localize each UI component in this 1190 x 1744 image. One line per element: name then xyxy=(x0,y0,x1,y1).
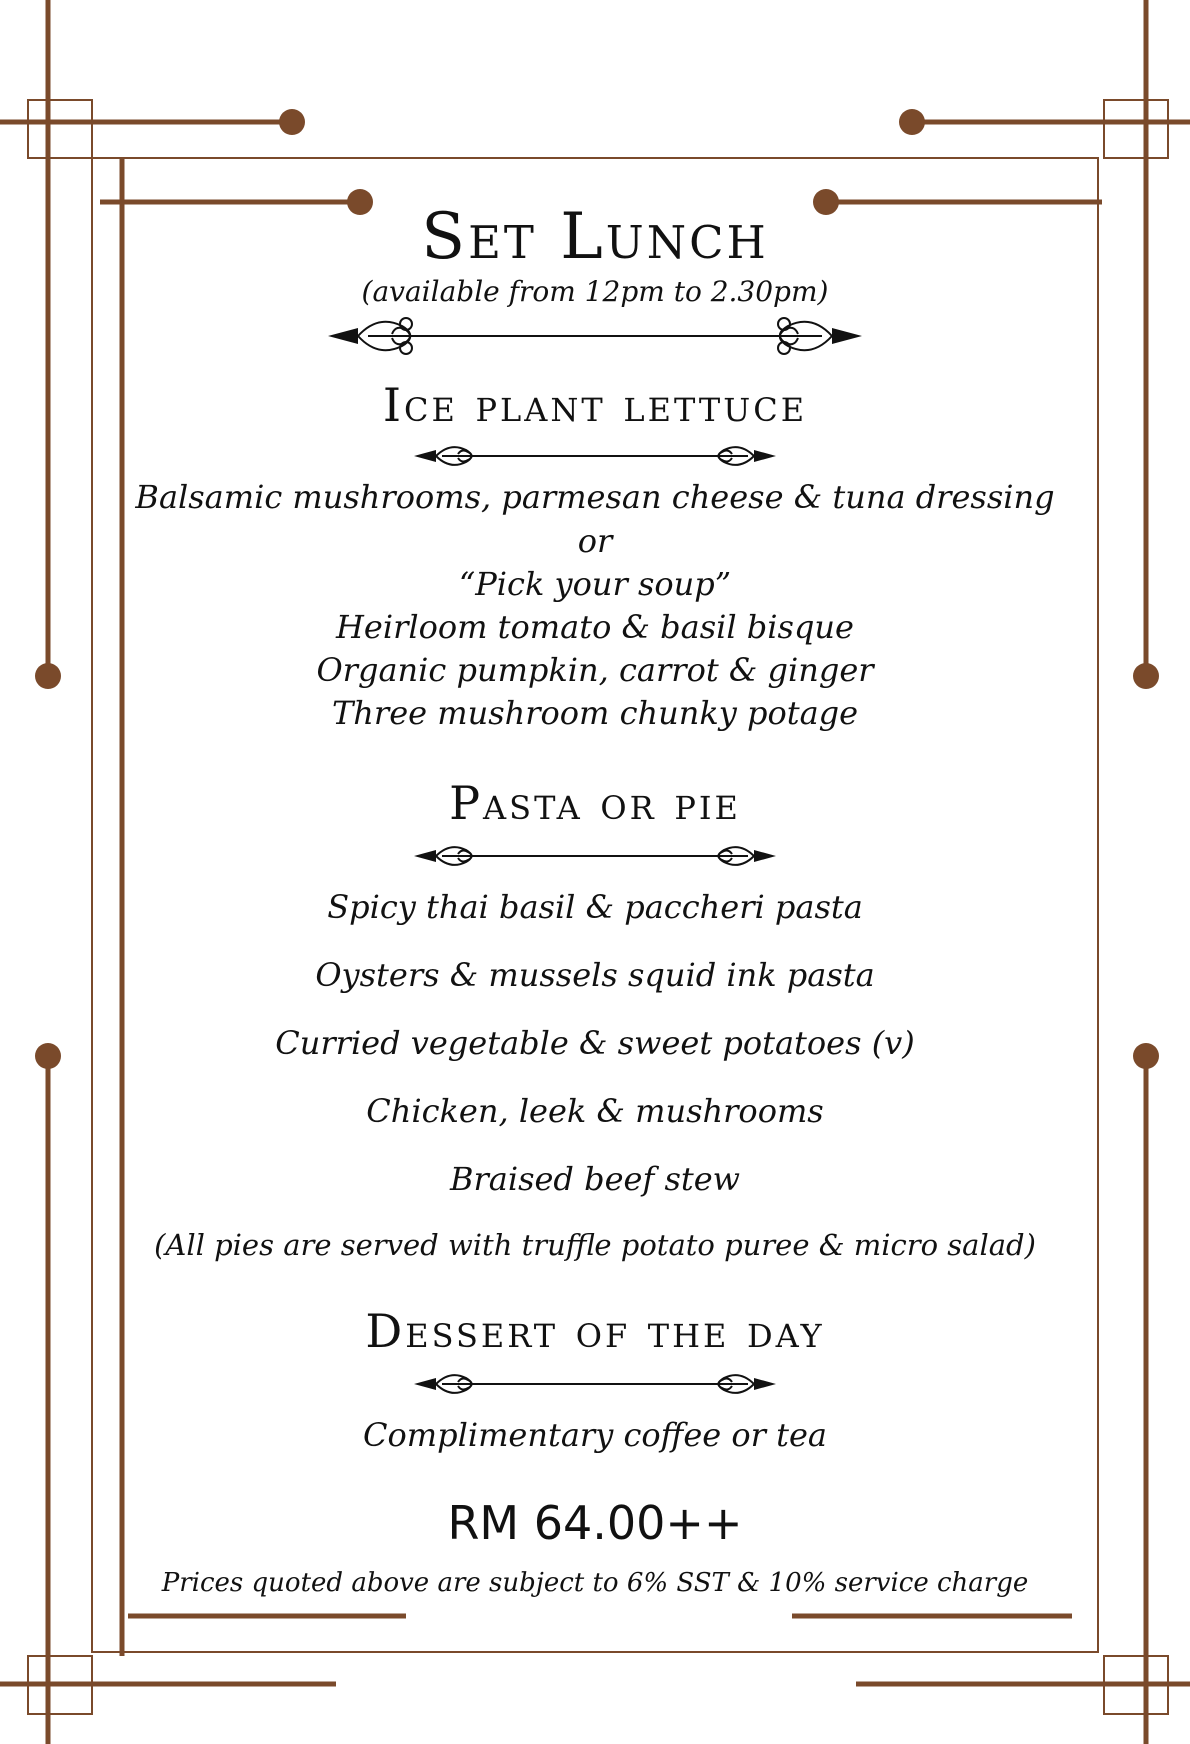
menu-item: Complimentary coffee or tea xyxy=(363,1416,827,1454)
price-note: Prices quoted above are subject to 6% SST & 10% service charge xyxy=(161,1568,1029,1598)
menu-item: Heirloom tomato & basil bisque xyxy=(336,608,854,646)
menu-item: Three mushroom chunky potage xyxy=(331,694,859,732)
menu-item: Organic pumpkin, carrot & ginger xyxy=(316,651,874,689)
menu-item: Oysters & mussels squid ink pasta xyxy=(315,956,875,994)
menu-item: (All pies are served with truffle potato puree & micro salad) xyxy=(154,1228,1036,1262)
menu-item: Braised beef stew xyxy=(449,1160,741,1198)
menu-item: “Pick your soup” xyxy=(458,565,732,603)
menu-item: or xyxy=(577,522,613,560)
menu-item: Chicken, leek & mushrooms xyxy=(366,1092,824,1130)
scroll-divider-ornament xyxy=(328,306,862,366)
price: RM 64.00++ xyxy=(447,1496,743,1550)
scroll-divider-ornament xyxy=(414,436,776,476)
menu-item: Balsamic mushrooms, parmesan cheese & tuna dressing xyxy=(135,478,1055,516)
scroll-divider-ornament xyxy=(414,836,776,876)
section-heading: Dessert of the day xyxy=(365,1304,825,1358)
section-heading: Pasta or pie xyxy=(449,776,741,830)
section-heading: Ice plant lettuce xyxy=(382,378,808,432)
menu-item: Spicy thai basil & paccheri pasta xyxy=(327,888,863,926)
scroll-divider-ornament xyxy=(414,1364,776,1404)
menu-item: Curried vegetable & sweet potatoes (v) xyxy=(275,1024,915,1062)
menu-title: Set Lunch xyxy=(421,200,769,274)
menu-subtitle: (available from 12pm to 2.30pm) xyxy=(361,275,829,308)
